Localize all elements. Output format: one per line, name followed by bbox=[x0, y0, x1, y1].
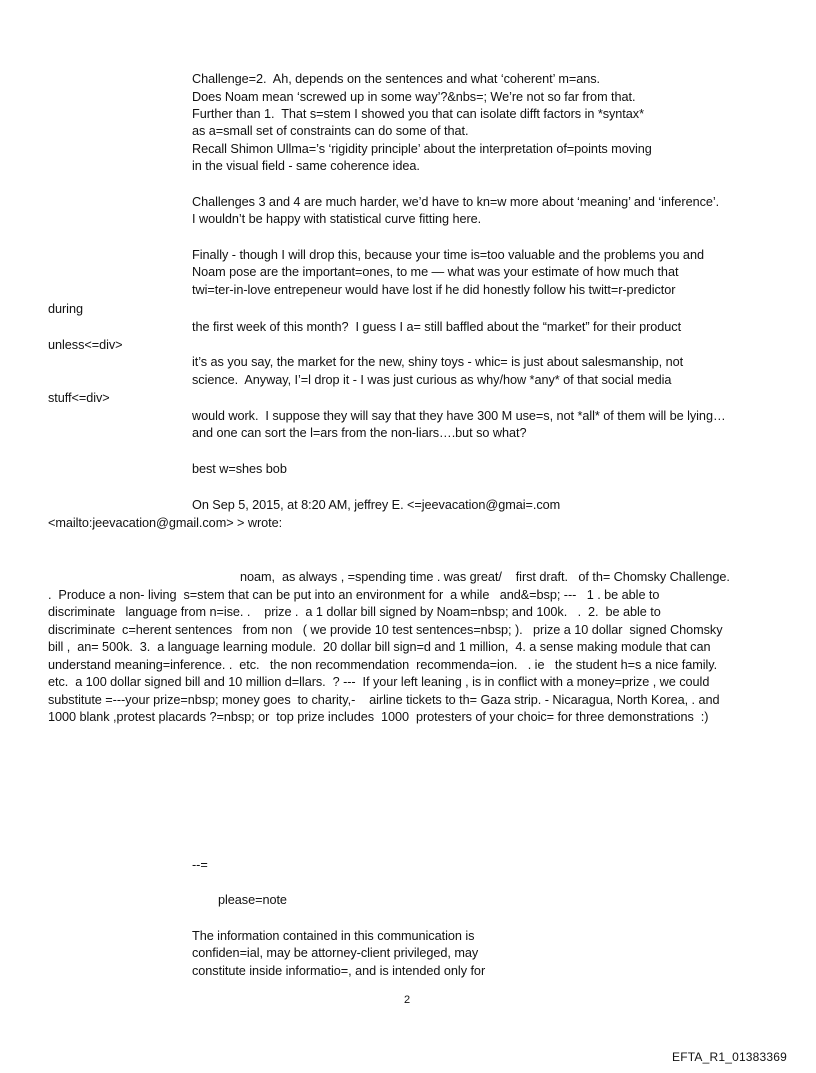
disclaimer-line: The information contained in this communication is bbox=[192, 929, 475, 943]
page-number: 2 bbox=[404, 994, 411, 1006]
quoted-line: noam, as always , =spending time . was great/ first draft. of th= Chomsky Challenge. bbox=[240, 570, 730, 584]
reply-line-wrapped: unless<=div> bbox=[48, 338, 123, 352]
reply-line: twi=ter-in-love entrepeneur would have lost if he did honestly follow his twitt=r-predictor bbox=[192, 283, 676, 297]
quoted-line: discriminate c=herent sentences from non ( we provide 10 test sentences=nbsp; ). prize a 10 dollar signed Chomsky bbox=[48, 623, 723, 637]
reply-line: in the visual field - same coherence idea. bbox=[192, 159, 420, 173]
reply-line: would work. I suppose they will say that they have 300 M use=s, not *all* of them will be lying… bbox=[192, 409, 726, 423]
quoted-line: bill , an= 500k. 3. a language learning module. 20 dollar bill sign=d and 1 million, 4. a sense making module that can bbox=[48, 640, 711, 654]
reply-line: Recall Shimon Ullma=’s ‘rigidity principle’ about the interpretation of=points moving bbox=[192, 142, 652, 156]
quoted-line: discriminate language from n=ise. . prize . a 1 dollar bill signed by Noam=nbsp; and 100k. . 2. be able to bbox=[48, 605, 661, 619]
reply-line: I wouldn’t be happy with statistical curve fitting here. bbox=[192, 212, 482, 226]
reply-line: Finally - though I will drop this, because your time is=too valuable and the problems you and bbox=[192, 248, 704, 262]
reply-line: Further than 1. That s=stem I showed you that can isolate difft factors in *syntax* bbox=[192, 107, 644, 121]
reply-line: Challenges 3 and 4 are much harder, we’d have to kn=w more about ‘meaning’ and ‘inference’. bbox=[192, 195, 720, 209]
disclaimer-line: confiden=ial, may be attorney-client privileged, may bbox=[192, 946, 479, 960]
document-id: EFTA_R1_01383369 bbox=[672, 1050, 788, 1064]
quoted-line: understand meaning=inference. . etc. the non recommendation recommenda=ion. . ie the student h=s a nice family. bbox=[48, 658, 718, 672]
reply-line-wrapped: stuff<=div> bbox=[48, 391, 110, 405]
reply-line: Does Noam mean ‘screwed up in some way’?&nbs=; We’re not so far from that. bbox=[192, 90, 636, 104]
sign-off: best w=shes bob bbox=[192, 462, 287, 476]
disclaimer-line: constitute inside informatio=, and is intended only for bbox=[192, 964, 486, 978]
reply-line-wrapped: during bbox=[48, 302, 83, 316]
reply-line: Noam pose are the important=ones, to me — what was your estimate of how much that bbox=[192, 265, 679, 279]
reply-line: the first week of this month? I guess I a= still baffled about the “market” for their product bbox=[192, 320, 682, 334]
reply-line: it’s as you say, the market for the new, shiny toys - whic= is just about salesmanship, not bbox=[192, 355, 684, 369]
quoted-line: . Produce a non- living s=stem that can be put into an environment for a while and&=bsp; --- 1 . be able to bbox=[48, 588, 660, 602]
quote-header: On Sep 5, 2015, at 8:20 AM, jeffrey E. <=jeevacation@gmai=.com bbox=[192, 498, 561, 512]
quoted-line: substitute =---your prize=nbsp; money goes to charity,- airline tickets to th= Gaza strip. - Nicaragua, North Korea, . and bbox=[48, 693, 720, 707]
quote-header-mailto: <mailto:jeevacation@gmail.com> > wrote: bbox=[48, 516, 283, 530]
reply-line: and one can sort the l=ars from the non-liars….but so what? bbox=[192, 426, 527, 440]
reply-line: as a=small set of constraints can do some of that. bbox=[192, 124, 469, 138]
reply-line: Challenge=2. Ah, depends on the sentences and what ‘coherent’ m=ans. bbox=[192, 72, 601, 86]
quoted-line: 1000 blank ,protest placards ?=nbsp; or top prize includes 1000 protesters of your choic= for three demonstrations :) bbox=[48, 710, 709, 724]
quoted-line: etc. a 100 dollar signed bill and 10 million d=llars. ? --- If your left leaning , is in conflict with a money=prize , we could bbox=[48, 675, 710, 689]
signature-separator: --= bbox=[192, 858, 208, 872]
reply-line: science. Anyway, I’=l drop it - I was just curious as why/how *any* of that social media bbox=[192, 373, 672, 387]
signature-note: please=note bbox=[218, 893, 287, 907]
